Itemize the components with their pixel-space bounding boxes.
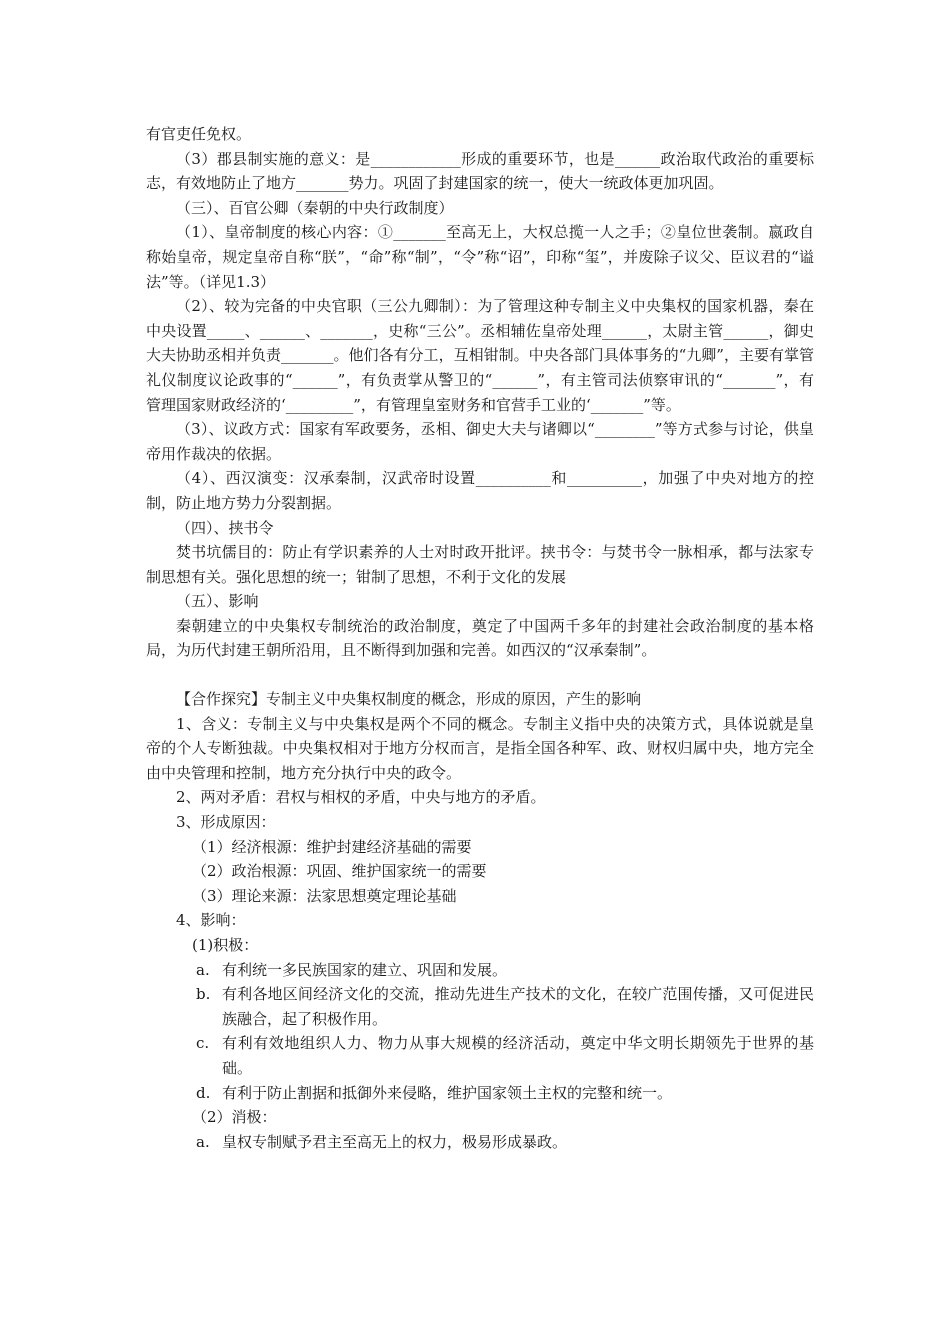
positive-item xyxy=(146,982,814,1031)
list-text: 皇权专制赋予君主至高无上的权力，极易形成暴政。 xyxy=(222,1132,568,1151)
section-heading: （三）、百官公卿（秦朝的中央行政制度） xyxy=(176,198,454,217)
list-text: 有利于防止割据和抵御外来侵略，维护国家领土主权的完整和统一。 xyxy=(222,1083,673,1102)
list-marker: b. xyxy=(196,985,211,1004)
text-line: 有官吏任免权。 xyxy=(146,125,252,143)
document-page xyxy=(146,122,814,1154)
negative-item xyxy=(146,1130,814,1155)
cause-item: （2）政治根源：巩固、维护国家统一的需要 xyxy=(192,862,487,881)
list-marker: a. xyxy=(196,1132,210,1151)
section-heading: （四）、挟书令 xyxy=(176,518,274,537)
explore-impact-title: 4、影响： xyxy=(176,911,246,930)
list-marker: d. xyxy=(196,1083,211,1102)
influence-paragraph: 秦朝建立的中央集权专制统治的政治制度，奠定了中国两千多年的封建社会政治制度的基本格局，为历代封建王朝所沿用，且不断得到加强和完善。如西汉的“汉承秦制”。 xyxy=(146,616,814,660)
list-text: 有利统一多民族国家的建立、巩固和发展。 xyxy=(222,960,508,979)
central-officials-paragraph: （2）、较为完备的中央官职（三公九卿制）：为了管理这种专制主义中央集权的国家机器，秦在中央设置_____、______、_______，史称“三公”。丞相辅佐皇帝处理______，太尉主管______，御史大夫协助丞相并负责_______。他们各有分工，互相钳制。中央各部门具体事务的“九卿”，主要有掌管礼仪制度议论政事的“______”，有负责掌从警卫的“______”，有主管司法侦察审讯的“_______”，有管理国家财政经济的‘_________”，有管理皇室财务和官营手工业的‘_______”等。 xyxy=(146,297,814,414)
explore-title: 【合作探究】专制主义中央集权制度的概念，形成的原因，产生的影响 xyxy=(176,690,642,709)
book-decree-paragraph: 焚书坑儒目的：防止有学识素养的人士对时政开批评。挟书令：与焚书令一脉相承，都与法家专制思想有关。强化思想的统一；钳制了思想，不利于文化的发展 xyxy=(146,543,814,586)
list-text: 有利各地区间经济文化的交流，推动先进生产技术的文化，在较广范围传播，又可促进民族融合，起了积极作用。 xyxy=(222,985,814,1028)
list-text: 有利有效地组织人力、物力从事大规模的经济活动，奠定中华文明长期领先于世界的基础。 xyxy=(222,1034,814,1077)
section-heading: （五）、影响 xyxy=(176,592,259,611)
negative-title: （2）消极： xyxy=(192,1108,277,1127)
emperor-system-paragraph: （1）、皇帝制度的核心内容：①_______至高无上，大权总揽一人之手；②皇位世袭制。嬴政自称始皇帝，规定皇帝自称“朕”，“命”称“制”，“令”称“诏”，印称“玺”，并废除子议父、臣议君的“谥法”等。（详见1.3） xyxy=(146,223,814,291)
spacer xyxy=(146,663,814,687)
cause-item: （3）理论来源：法家思想奠定理论基础 xyxy=(192,886,457,905)
list-marker: c. xyxy=(196,1034,210,1053)
cause-item: （1）经济根源：维护封建经济基础的需要 xyxy=(192,837,472,856)
list-marker: a. xyxy=(196,960,210,979)
positive-item xyxy=(146,1031,814,1080)
western-han-paragraph: （4）、西汉演变：汉承秦制，汉武帝时设置__________和__________，加强了中央对地方的控制，防止地方势力分裂割据。 xyxy=(146,469,814,512)
explore-causes-title: 3、形成原因： xyxy=(176,813,276,832)
positive-item xyxy=(146,1081,814,1106)
county-system-significance: （3）郡县制实施的意义：是____________形成的重要环节，也是______政治取代政治的重要标志，有效地防止了地方_______势力。巩固了封建国家的统一，使大一统政体更加巩固。 xyxy=(146,149,814,193)
positive-item xyxy=(146,958,814,983)
deliberation-paragraph: （3）、议政方式：国家有军政要务，丞相、御史大夫与诸卿以“________”等方式参与讨论，供皇帝用作裁决的依据。 xyxy=(146,420,814,463)
explore-meaning: 1、含义：专制主义与中央集权是两个不同的概念。专制主义指中央的决策方式，具体说就是皇帝的个人专断独裁。中央集权相对于地方分权而言，是指全国各种军、政、财权归属中央，地方完全由中央管理和控制，地方充分执行中央的政令。 xyxy=(146,714,814,782)
positive-title: (1)积极： xyxy=(192,936,259,954)
explore-contradictions: 2、两对矛盾：君权与相权的矛盾，中央与地方的矛盾。 xyxy=(176,788,546,807)
